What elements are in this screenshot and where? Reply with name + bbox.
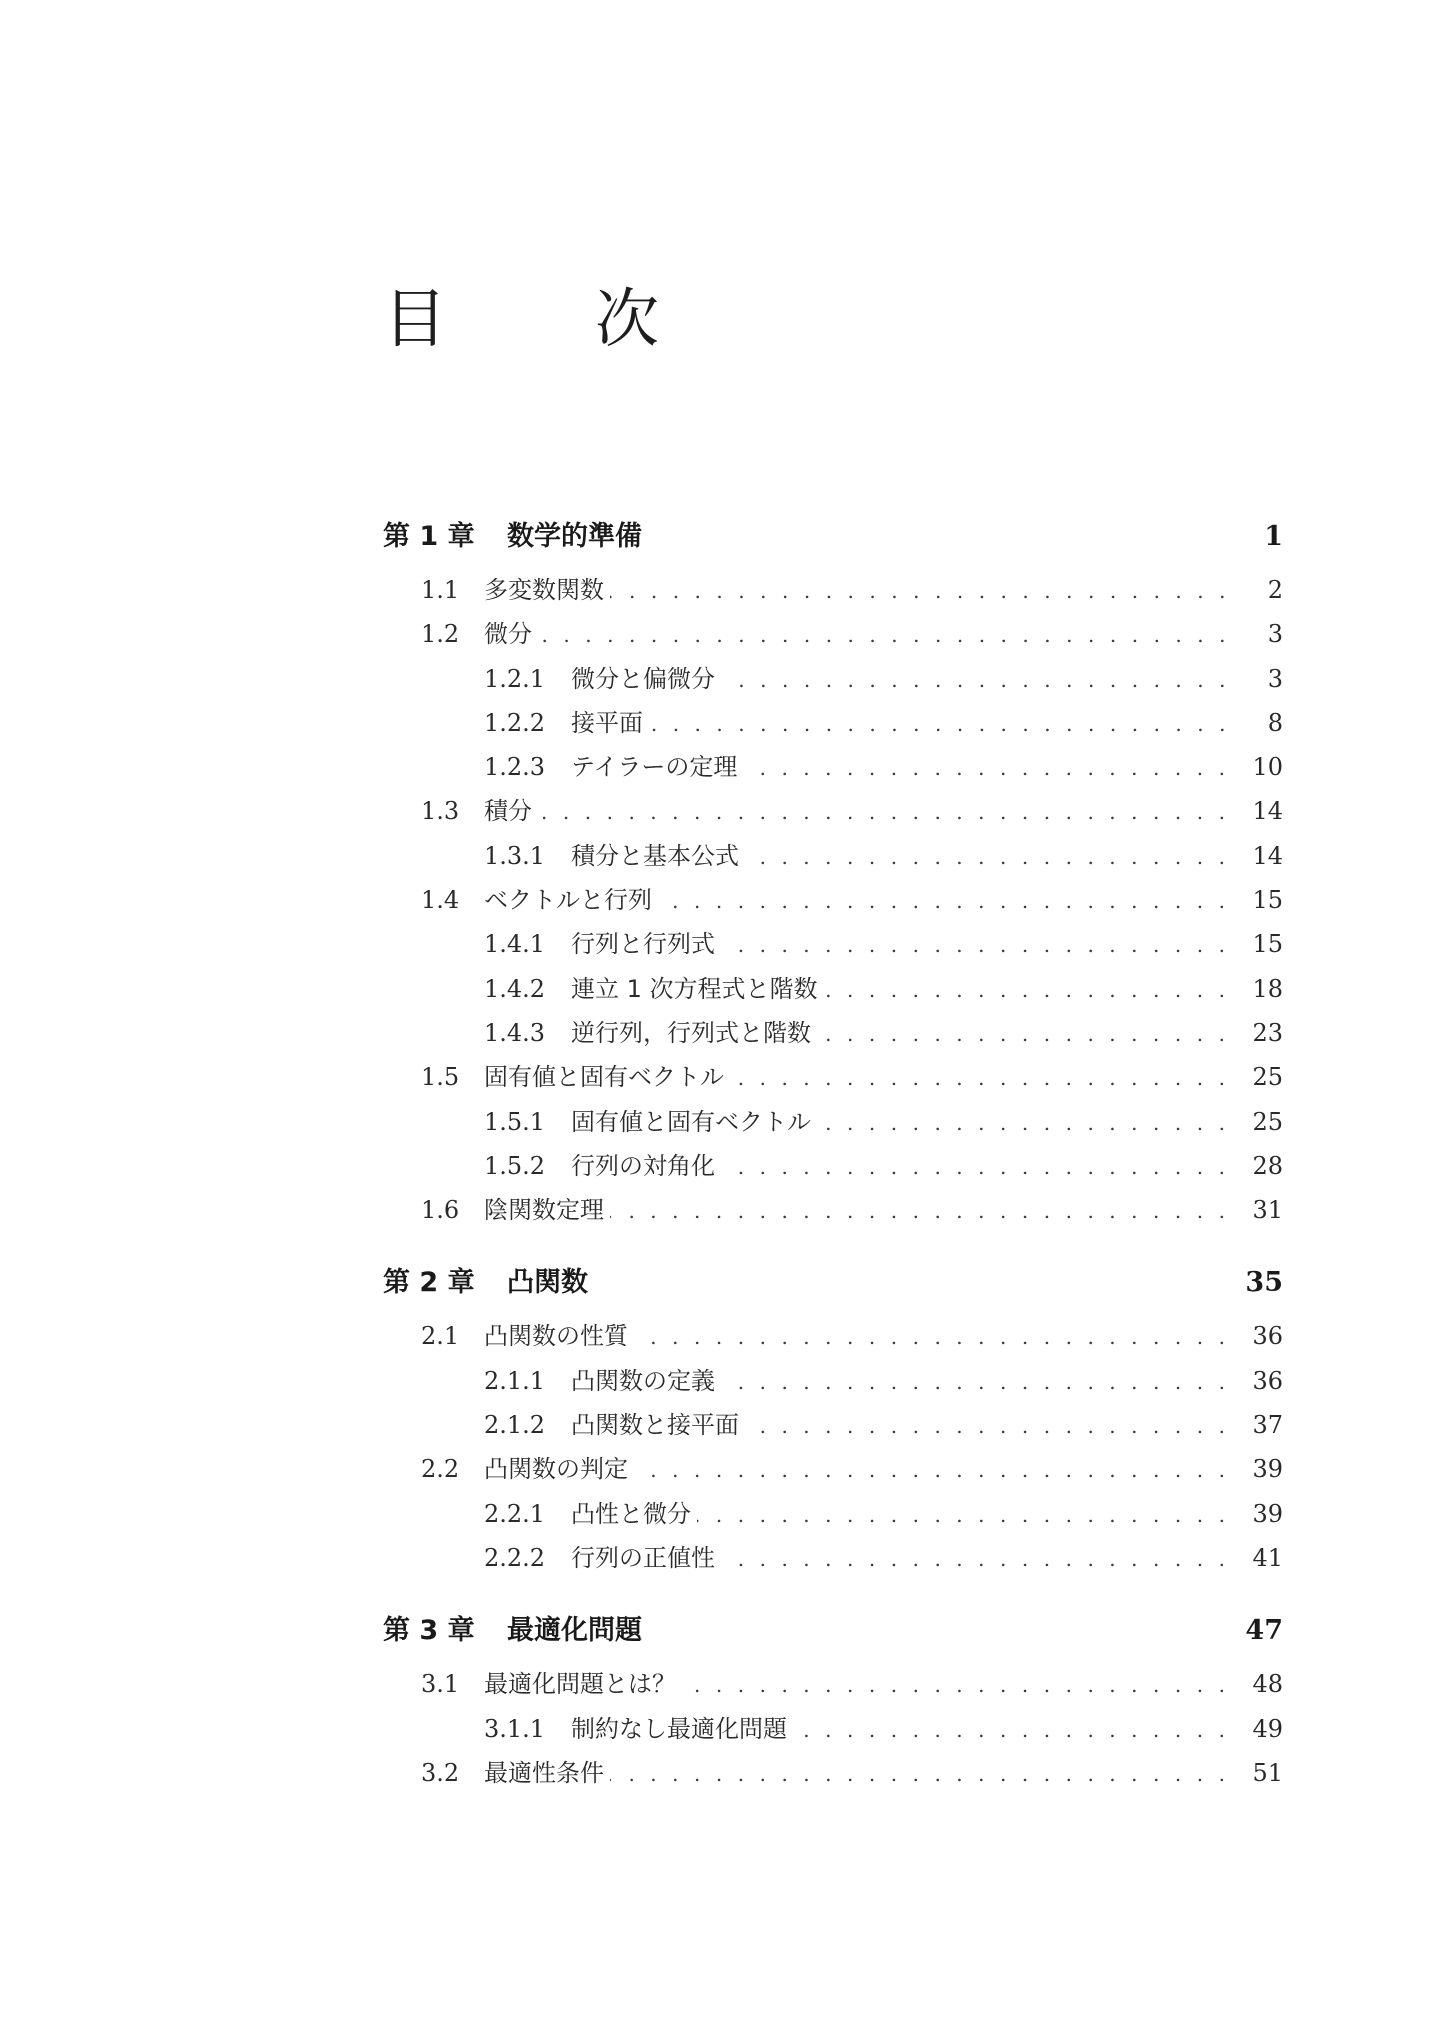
entry-title: 行列の正値性 bbox=[571, 1543, 715, 1572]
entry-title: 制約なし最適化問題 bbox=[571, 1714, 787, 1743]
toc-section-entry[interactable] bbox=[383, 1753, 1283, 1797]
entry-number: 1.1 bbox=[421, 576, 460, 604]
dot-leader bbox=[649, 712, 1253, 736]
entry-title: 凸関数の性質 bbox=[484, 1322, 628, 1351]
dot-leader bbox=[721, 668, 1253, 692]
toc-subsection-entry[interactable] bbox=[383, 1709, 1283, 1753]
entry-title: 連立 1 次方程式と階数 bbox=[571, 974, 818, 1003]
toc-chapter bbox=[383, 1260, 1283, 1582]
entry-title: テイラーの定理 bbox=[571, 753, 738, 782]
chapter-heading[interactable] bbox=[383, 1260, 1283, 1306]
chapter-number: 第 2 章 bbox=[383, 1267, 475, 1299]
entry-number: 2.2 bbox=[421, 1455, 460, 1484]
entry-number: 1.3.1 bbox=[484, 841, 546, 870]
toc-section-entry[interactable] bbox=[383, 614, 1283, 658]
dot-leader bbox=[610, 1199, 1252, 1223]
table-of-contents bbox=[383, 514, 1283, 1797]
entry-page-number: 15 bbox=[1252, 930, 1283, 959]
chapter-heading[interactable] bbox=[383, 1608, 1283, 1654]
entry-number: 1.5 bbox=[421, 1063, 460, 1092]
entry-number: 3.2 bbox=[421, 1758, 460, 1787]
toc-section-entry[interactable] bbox=[383, 880, 1283, 924]
entry-page-number: 39 bbox=[1252, 1455, 1283, 1484]
dot-leader bbox=[697, 1503, 1252, 1527]
chapter-number: 第 3 章 bbox=[383, 1615, 475, 1647]
dot-leader bbox=[817, 1111, 1252, 1135]
entry-title: 固有値と固有ベクトル bbox=[484, 1063, 724, 1092]
entry-number: 2.2.2 bbox=[484, 1543, 546, 1572]
chapter-page-number: 47 bbox=[1245, 1615, 1283, 1647]
dot-leader bbox=[721, 1370, 1252, 1394]
entry-number: 1.2.1 bbox=[484, 664, 546, 693]
entry-number: 2.1 bbox=[421, 1322, 460, 1351]
entry-page-number: 48 bbox=[1252, 1670, 1283, 1699]
entry-title: 接平面 bbox=[571, 708, 643, 737]
entry-number: 2.2.1 bbox=[484, 1499, 546, 1528]
entry-page-number: 2 bbox=[1267, 576, 1283, 604]
chapter-number: 第 1 章 bbox=[383, 521, 475, 552]
entry-number: 1.5.2 bbox=[484, 1151, 546, 1180]
chapter-page-number: 35 bbox=[1245, 1267, 1283, 1299]
entry-page-number: 36 bbox=[1252, 1322, 1283, 1351]
entry-number: 1.2.2 bbox=[484, 708, 546, 737]
entry-title: 微分 bbox=[484, 620, 532, 649]
dot-leader bbox=[610, 1762, 1252, 1786]
entry-number: 1.4 bbox=[421, 886, 460, 915]
toc-section-entry[interactable] bbox=[383, 1057, 1283, 1101]
entry-number: 3.1.1 bbox=[484, 1714, 546, 1743]
toc-chapter bbox=[383, 514, 1283, 1234]
chapter-title: 凸関数 bbox=[507, 1267, 588, 1299]
toc-subsection-entry[interactable] bbox=[383, 1405, 1283, 1449]
chapter-title: 数学的準備 bbox=[507, 521, 642, 552]
dot-leader bbox=[538, 623, 1253, 647]
entry-number: 1.3 bbox=[421, 797, 460, 826]
entry-title: 積分 bbox=[484, 797, 532, 826]
chapter-title: 最適化問題 bbox=[507, 1615, 642, 1647]
toc-section-entry[interactable] bbox=[383, 1190, 1283, 1234]
entry-title: 逆行列，行列式と階数 bbox=[571, 1018, 811, 1047]
entry-page-number: 15 bbox=[1252, 886, 1283, 915]
toc-section-entry[interactable] bbox=[383, 1316, 1283, 1360]
toc-subsection-entry[interactable] bbox=[383, 659, 1283, 703]
dot-leader bbox=[721, 933, 1252, 957]
toc-subsection-entry[interactable] bbox=[383, 1361, 1283, 1405]
entry-page-number: 39 bbox=[1252, 1499, 1283, 1528]
toc-subsection-entry[interactable] bbox=[383, 1013, 1283, 1057]
dot-leader bbox=[730, 1066, 1252, 1090]
entry-number: 3.1 bbox=[421, 1670, 460, 1699]
entry-title: 多変数関数 bbox=[484, 576, 604, 604]
entry-number: 2.1.2 bbox=[484, 1411, 546, 1440]
dot-leader bbox=[634, 1325, 1252, 1349]
dot-leader bbox=[745, 1414, 1252, 1438]
dot-leader bbox=[682, 1673, 1252, 1697]
chapter-heading[interactable] bbox=[383, 514, 1283, 560]
entry-page-number: 3 bbox=[1267, 620, 1283, 649]
dot-leader bbox=[538, 800, 1252, 824]
entry-title: 微分と偏微分 bbox=[571, 664, 715, 693]
entry-page-number: 31 bbox=[1252, 1196, 1283, 1225]
dot-leader bbox=[634, 1458, 1252, 1482]
chapter-page-number: 1 bbox=[1264, 521, 1283, 552]
dot-leader bbox=[793, 1718, 1252, 1742]
entry-number: 1.5.1 bbox=[484, 1107, 546, 1136]
entry-page-number: 3 bbox=[1267, 664, 1283, 693]
page-title: 目 次 bbox=[383, 283, 701, 357]
entry-page-number: 8 bbox=[1267, 708, 1283, 737]
entry-page-number: 25 bbox=[1252, 1107, 1283, 1136]
dot-leader bbox=[743, 756, 1252, 780]
entry-title: 行列の対角化 bbox=[571, 1151, 715, 1180]
toc-subsection-entry[interactable] bbox=[383, 969, 1283, 1013]
dot-leader bbox=[745, 845, 1252, 869]
dot-leader bbox=[824, 978, 1253, 1002]
toc-section-entry[interactable] bbox=[383, 791, 1283, 835]
entry-title: 行列と行列式 bbox=[571, 930, 715, 959]
entry-page-number: 28 bbox=[1252, 1151, 1283, 1180]
toc-subsection-entry[interactable] bbox=[383, 924, 1283, 968]
entry-page-number: 37 bbox=[1252, 1411, 1283, 1440]
toc-subsection-entry[interactable] bbox=[383, 747, 1283, 791]
dot-leader bbox=[721, 1155, 1252, 1179]
entry-page-number: 14 bbox=[1252, 841, 1283, 870]
toc-subsection-entry[interactable] bbox=[383, 836, 1283, 880]
dot-leader bbox=[817, 1022, 1252, 1046]
entry-number: 1.4.2 bbox=[484, 974, 546, 1003]
entry-number: 1.4.1 bbox=[484, 930, 546, 959]
dot-leader bbox=[721, 1547, 1252, 1571]
toc-subsection-entry[interactable] bbox=[383, 1146, 1283, 1190]
entry-title: 陰関数定理 bbox=[484, 1196, 604, 1225]
entry-number: 1.2 bbox=[421, 620, 460, 649]
entry-title: 積分と基本公式 bbox=[571, 841, 739, 870]
entry-title: ベクトルと行列 bbox=[484, 886, 652, 915]
toc-subsection-entry[interactable] bbox=[383, 703, 1283, 747]
entry-page-number: 14 bbox=[1252, 797, 1283, 826]
toc-section-entry[interactable] bbox=[383, 570, 1283, 614]
entry-number: 2.1.1 bbox=[484, 1366, 546, 1395]
entry-page-number: 23 bbox=[1252, 1018, 1283, 1047]
toc-chapter bbox=[383, 1608, 1283, 1797]
toc-subsection-entry[interactable] bbox=[383, 1538, 1283, 1582]
entry-title: 凸性と微分 bbox=[571, 1499, 691, 1528]
entry-page-number: 25 bbox=[1252, 1063, 1283, 1092]
toc-section-entry[interactable] bbox=[383, 1664, 1283, 1708]
entry-title: 固有値と固有ベクトル bbox=[571, 1107, 811, 1136]
entry-number: 1.2.3 bbox=[484, 753, 546, 782]
dot-leader bbox=[658, 889, 1252, 913]
entry-page-number: 36 bbox=[1252, 1366, 1283, 1395]
toc-subsection-entry[interactable] bbox=[383, 1102, 1283, 1146]
entry-page-number: 51 bbox=[1252, 1758, 1283, 1787]
toc-subsection-entry[interactable] bbox=[383, 1494, 1283, 1538]
entry-title: 最適性条件 bbox=[484, 1758, 604, 1787]
entry-page-number: 18 bbox=[1252, 974, 1283, 1003]
entry-page-number: 49 bbox=[1252, 1714, 1283, 1743]
entry-title: 最適化問題とは？ bbox=[484, 1670, 676, 1699]
entry-title: 凸関数の定義 bbox=[571, 1366, 715, 1395]
entry-page-number: 10 bbox=[1252, 753, 1283, 782]
toc-section-entry[interactable] bbox=[383, 1449, 1283, 1493]
dot-leader bbox=[610, 579, 1253, 603]
entry-title: 凸関数と接平面 bbox=[571, 1411, 739, 1440]
entry-title: 凸関数の判定 bbox=[484, 1455, 628, 1484]
entry-number: 1.4.3 bbox=[484, 1018, 546, 1047]
entry-page-number: 41 bbox=[1252, 1543, 1283, 1572]
entry-number: 1.6 bbox=[421, 1196, 460, 1225]
